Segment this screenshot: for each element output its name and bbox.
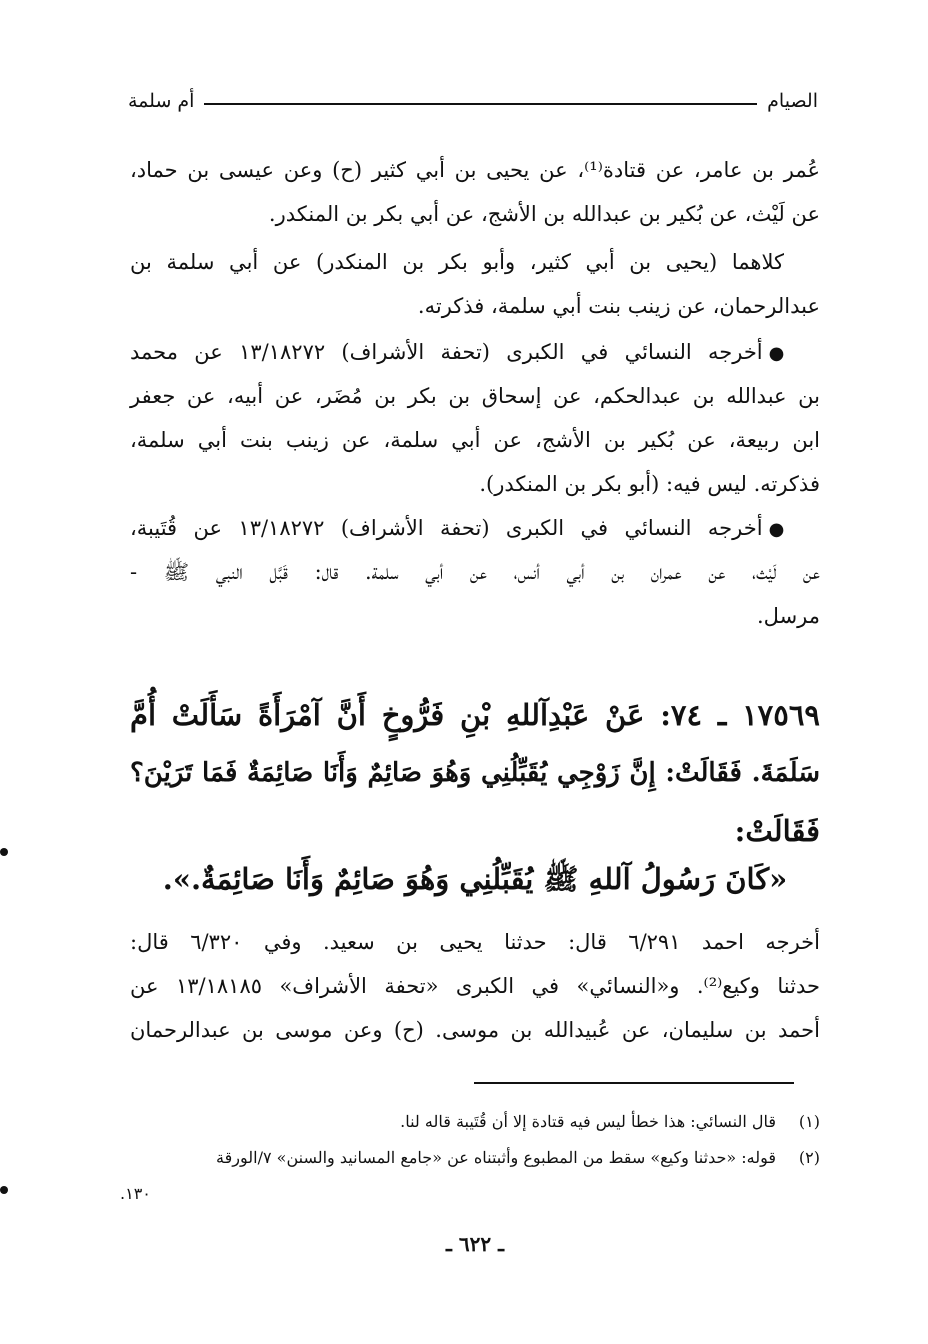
bullet-icon: ● — [768, 519, 794, 540]
footnote-1 — [120, 1104, 820, 1140]
hadith-line: سَلَمَةَ. فَقَالَتْ: إِنَّ زَوْجِي يُقَبِّلُنِي وَهُوَ صَائِمٌ وَأَنَا صَائِمَةٌ فَمَا تَرَيْنَ؟ — [130, 758, 820, 788]
page-number: ـ ٦٢٢ ـ — [446, 1232, 504, 1256]
text-line: بن عبدالله بن عبدالحكم، عن إسحاق بن بكر بن مُضَر، عن أبيه، عن جعفر — [130, 384, 820, 408]
text-line: عن لَيْث، عن بُكير بن عبدالله بن الأشج، عن أبي بكر بن المنكدر. — [268, 202, 820, 226]
footnote-text: ١٣٠. — [120, 1184, 151, 1203]
hadith-quote — [130, 850, 820, 908]
footnote-separator — [474, 1082, 794, 1084]
footnote-number: (١) — [798, 1112, 820, 1131]
text-line: ابن ربيعة، عن بُكير بن الأشج، عن أبي سلمة، عن زينب بنت أبي سلمة، — [130, 428, 820, 452]
footnote-number: (٢) — [798, 1148, 820, 1167]
paragraph-isnad-2 — [130, 240, 820, 328]
text-line: فذكرته. ليس فيه: (أبو بكر بن المنكدر). — [479, 472, 820, 496]
text-line: حدثنا وكيع⁽²⁾. و«النسائي» في الكبرى «تحفة الأشراف» ١٣/١٨١٨٥ عن — [130, 974, 820, 998]
footnote-text: قال النسائي: هذا خطأ ليس فيه قتادة إلا أن قُتَيبة قاله لنا. — [400, 1112, 776, 1131]
hadith-quote-line: «كَانَ رَسُولُ آللهِ ﷺ يُقَبِّلُنِي وَهُوَ صَائِمٌ وَأَنَا صَائِمَةٌ.». — [162, 862, 788, 896]
footnotes — [120, 1104, 820, 1212]
text-line: مرسل. — [756, 604, 820, 628]
header-chapter-title: أم سلمة — [128, 90, 195, 112]
bullet-icon: ● — [768, 343, 794, 364]
hadith-text — [130, 686, 820, 860]
footnote-2 — [120, 1140, 820, 1176]
text-line: عن لَيْث، عن عمران بن أبي أنس، عن أبي سلمة. قال: قَبَّل النبي ﷺ - — [130, 560, 820, 584]
paragraph-isnad-1 — [130, 148, 820, 236]
text-line: ●أخرجه النسائي في الكبرى (تحفة الأشراف) ١٣/١٨٢٧٢ عن محمد — [130, 340, 794, 364]
paragraph-takhrij-ahmad — [130, 920, 820, 1052]
text-line: ●أخرجه النسائي في الكبرى (تحفة الأشراف) ١٣/١٨٢٧٢ عن قُتَيبة، — [130, 516, 794, 540]
scan-mark — [0, 848, 8, 856]
text-line: كلاهما (يحيى بن أبي كثير، وأبو بكر بن المنكدر) عن أبي سلمة بن — [130, 250, 784, 274]
header-section-title: الصيام — [767, 90, 818, 112]
paragraph-takhrij-nasai-1 — [130, 330, 820, 506]
hadith-line: ١٧٥٦٩ ـ ٧٤: عَنْ عَبْدِآللهِ بْنِ فَرُّوخٍ أَنَّ آمْرَأَةً سَأَلَتْ أُمَّ — [130, 698, 820, 732]
footnote-2-continued — [120, 1176, 820, 1212]
text-line: أخرجه احمد ٦/٢٩١ قال: حدثنا يحيى بن سعيد. وفي ٦/٣٢٠ قال: — [130, 930, 820, 954]
paragraph-takhrij-nasai-2 — [130, 506, 820, 638]
text-line: أحمد بن سليمان، عن عُبيدالله بن موسى. (ح) وعن موسى بن عبدالرحمان — [130, 1018, 820, 1042]
header-rule — [204, 103, 757, 105]
text-line: عُمر بن عامر، عن قتادة⁽¹⁾، عن يحيى بن أبي كثير (ح) وعن عيسى بن حماد، — [130, 158, 820, 182]
hadith-line: فَقَالَتْ: — [734, 814, 820, 848]
text-line: عبدالرحمان، عن زينب بنت أبي سلمة، فذكرته. — [417, 294, 820, 318]
scan-mark — [0, 1186, 8, 1194]
running-header — [128, 86, 818, 116]
footnote-text: قوله: «حدثنا وكيع» سقط من المطبوع وأثبتناه عن «جامع المسانيد والسنن» ٧/الورقة — [216, 1148, 776, 1167]
